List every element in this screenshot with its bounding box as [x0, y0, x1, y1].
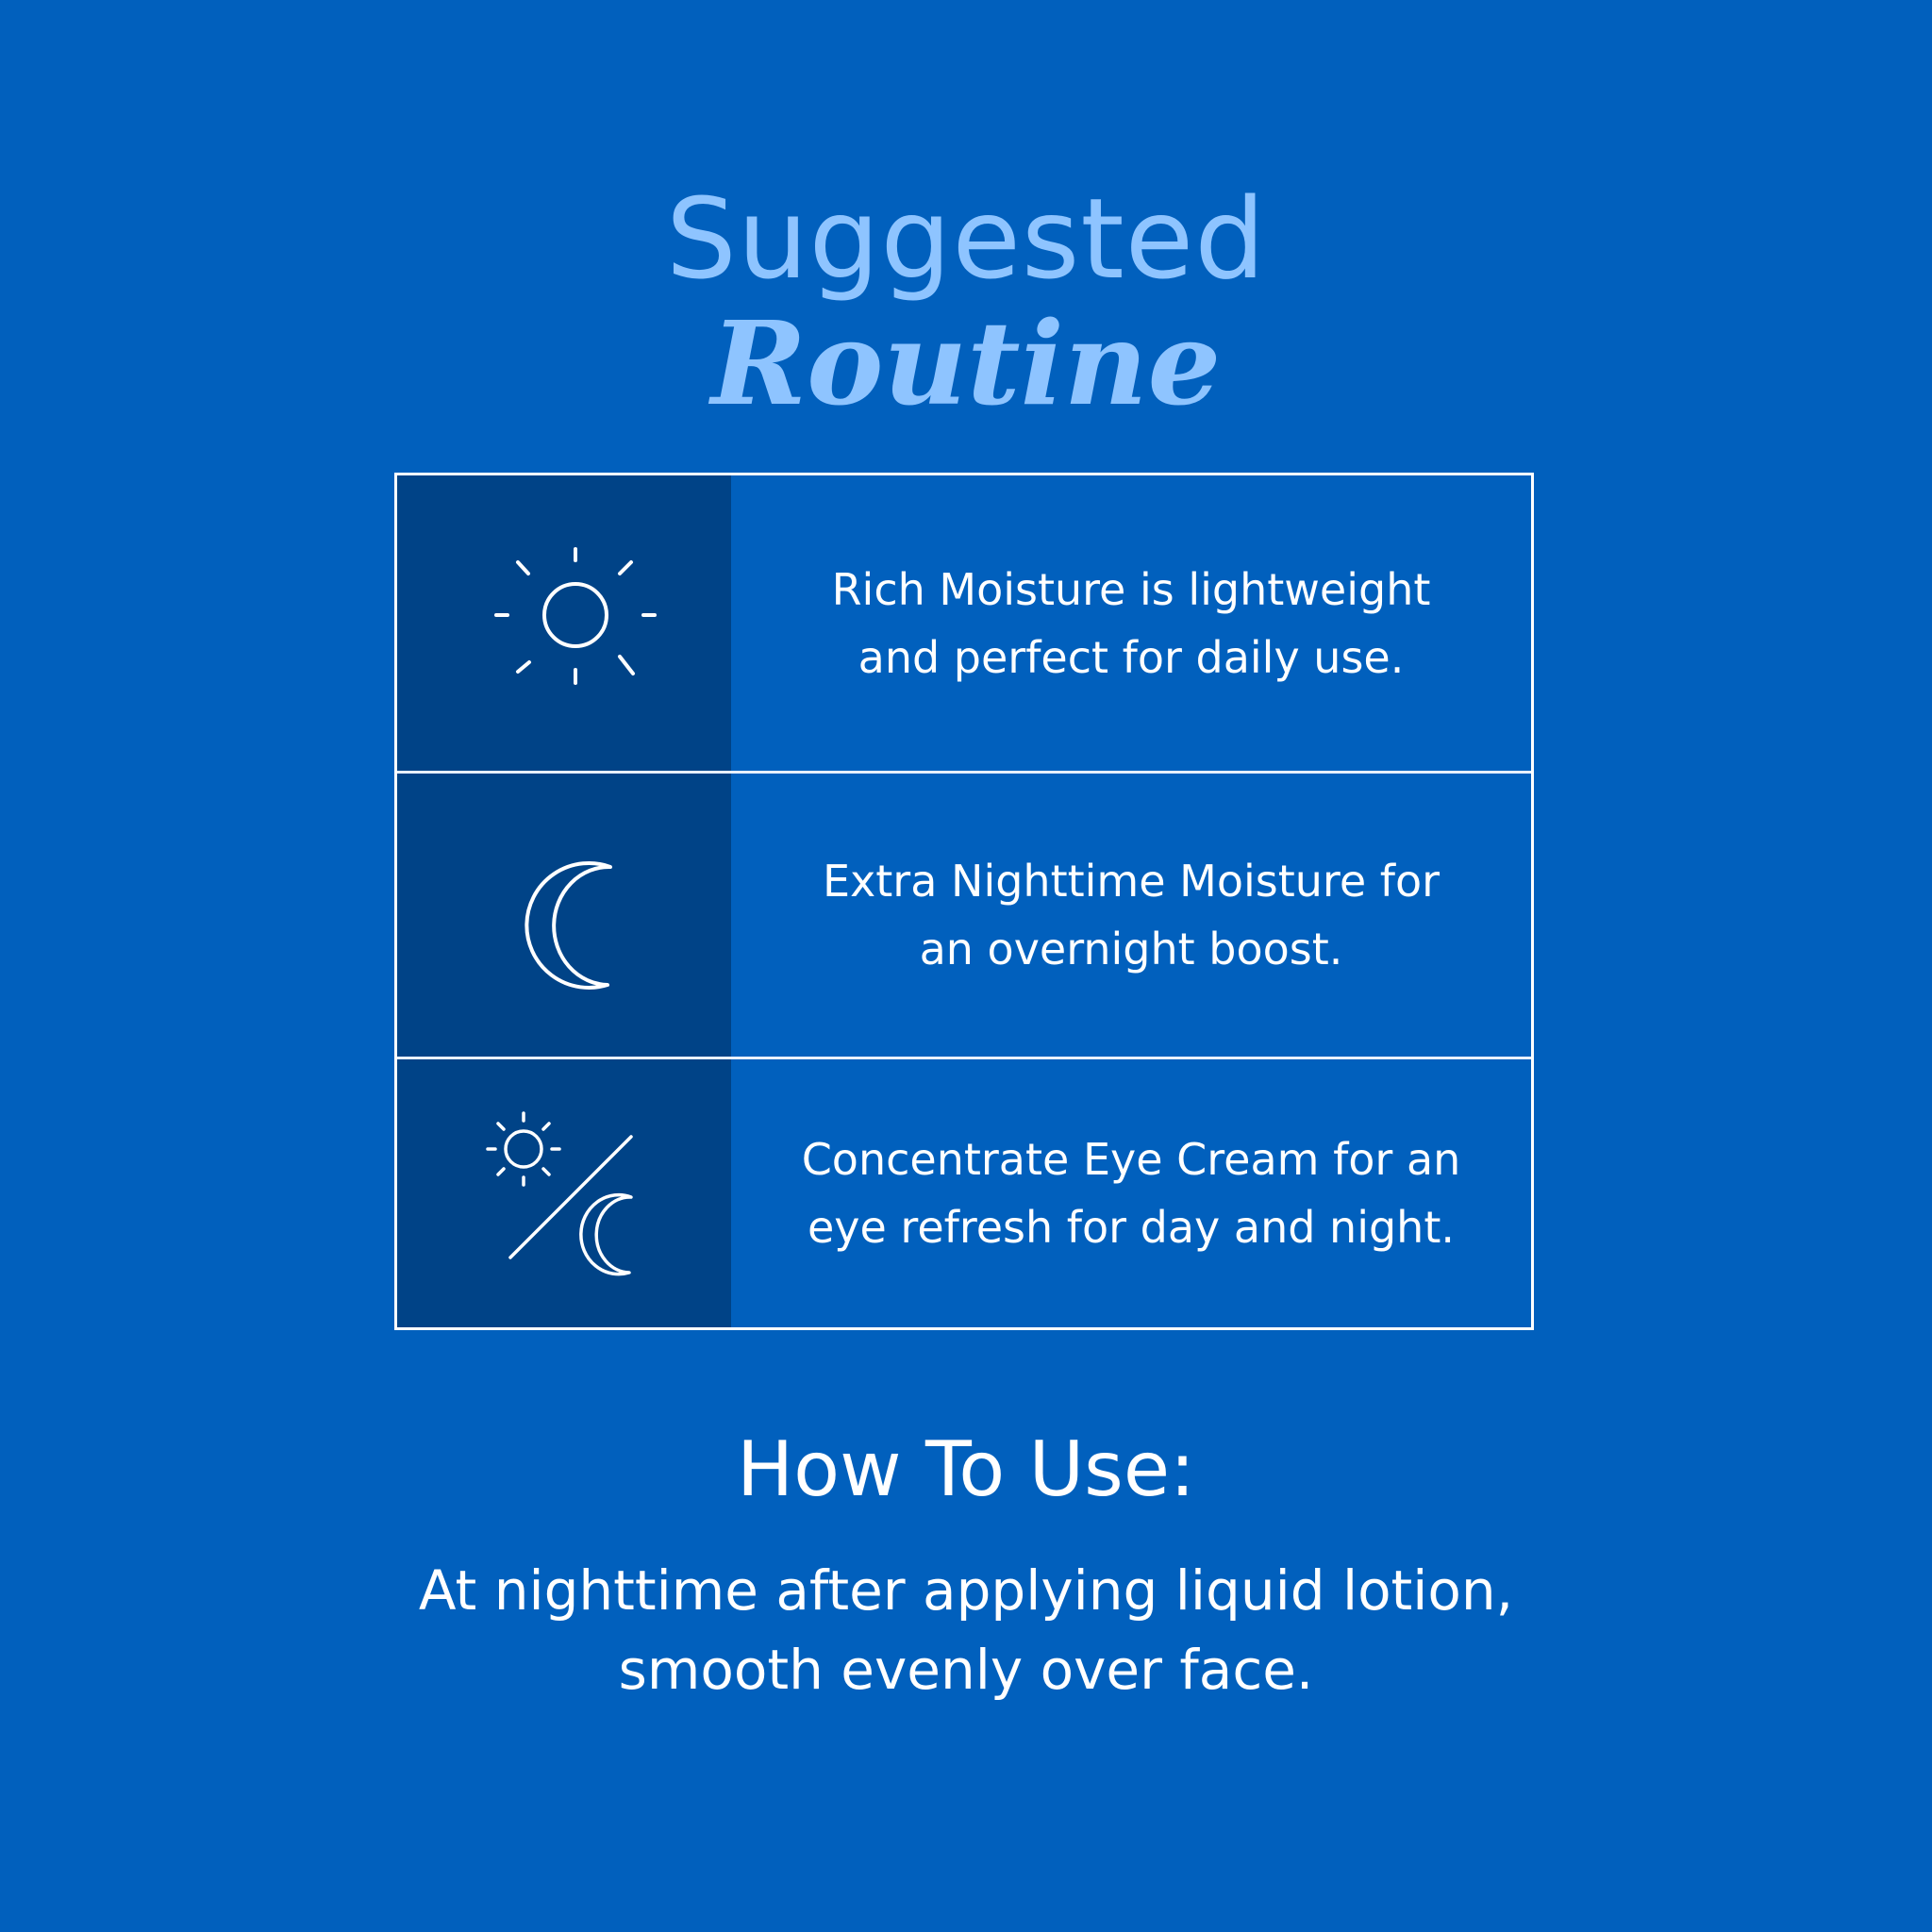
title-routine: Routine	[710, 295, 1222, 431]
routine-row-night	[397, 774, 1531, 1057]
routine-icon-cell	[397, 1059, 731, 1327]
routine-text-night-line1: Extra Nighttime Moisture for	[822, 856, 1441, 907]
sun-icon	[397, 475, 731, 771]
routine-icon-cell	[397, 774, 731, 1057]
moon-icon	[397, 774, 731, 1057]
routine-row-day-night	[397, 1059, 1531, 1327]
routine-text-day-night-line1: Concentrate Eye Cream for an	[801, 1134, 1461, 1185]
routine-row-day	[397, 475, 1531, 771]
routine-text-day-night-line2: eye refresh for day and night.	[807, 1202, 1455, 1253]
how-to-use-line1: At nighttime after applying liquid lotion,	[418, 1558, 1514, 1623]
routine-text-day	[731, 475, 1531, 771]
day-night-icon	[397, 1059, 731, 1327]
title-suggested: Suggested	[665, 174, 1267, 304]
routine-text-day-night	[731, 1059, 1531, 1327]
how-to-use-title: How To Use:	[736, 1425, 1195, 1513]
how-to-use-instructions	[0, 1551, 1932, 1709]
routine-icon-cell	[397, 475, 731, 771]
how-to-use-line2: smooth evenly over face.	[618, 1638, 1314, 1702]
routine-text-day-line1: Rich Moisture is lightweight	[831, 563, 1431, 615]
routine-text-day-line2: and perfect for daily use.	[858, 631, 1405, 683]
routine-text-night	[731, 774, 1531, 1057]
routine-text-night-line2: an overnight boost.	[919, 924, 1343, 974]
routine-table	[394, 473, 1534, 1330]
